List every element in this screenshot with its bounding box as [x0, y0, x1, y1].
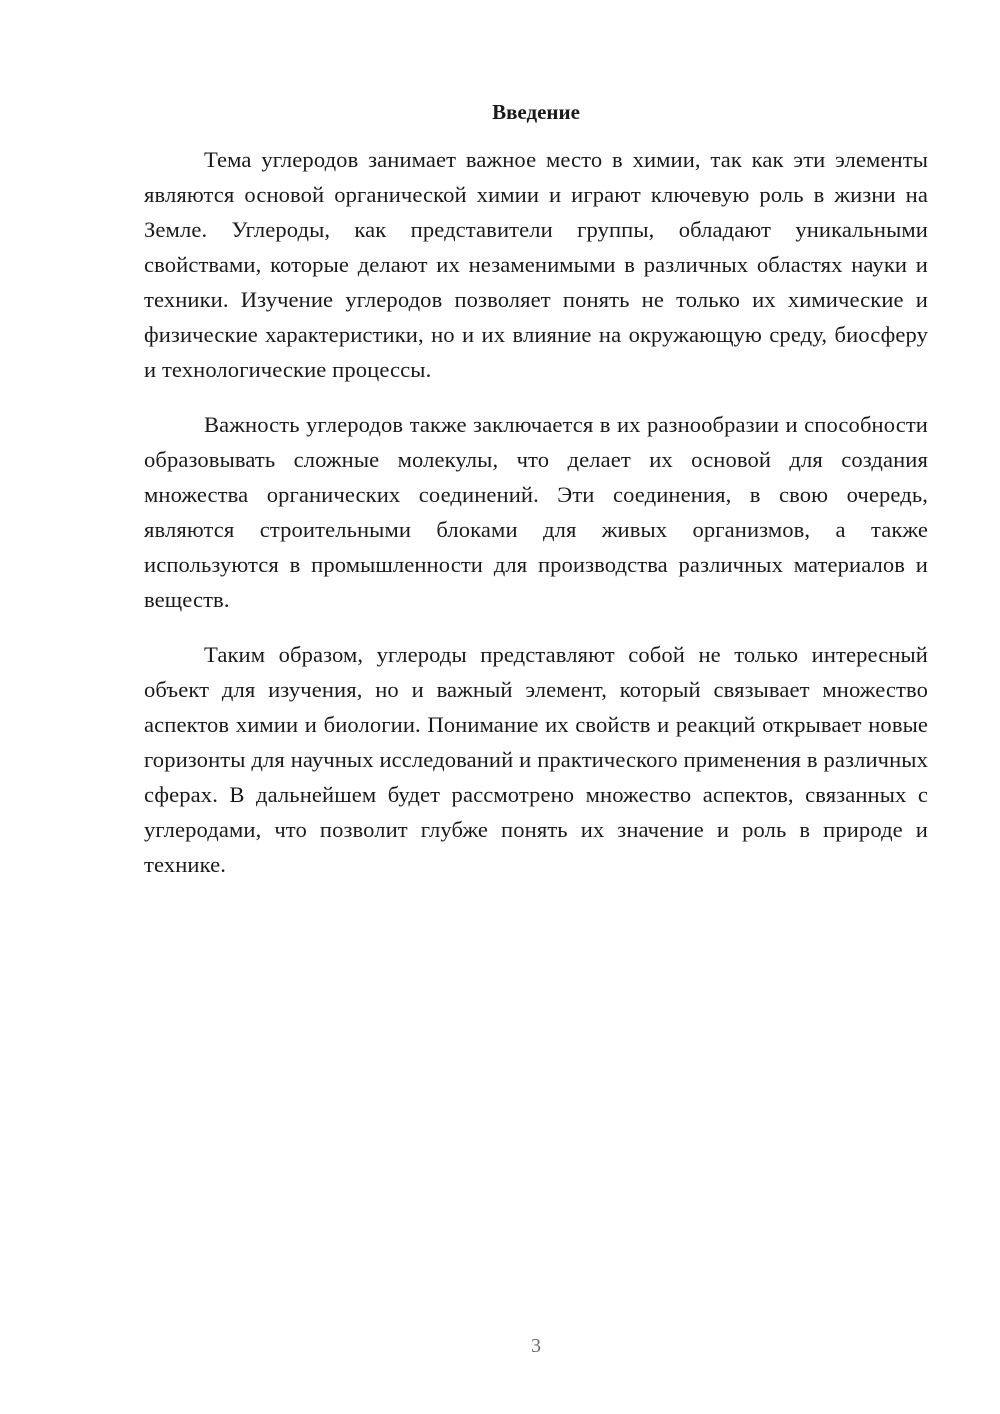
- section-heading: Введение: [492, 100, 580, 124]
- paragraph-1: Тема углеродов занимает важное место в химии, так как эти элементы являются основой органической химии и играют ключевую роль в жизни на Земле. Углероды, как представители группы, обладают уникальными свойствами, которые делают их незаменимыми в различных областях науки и техники. Изучение углеродов позволяет понять не только их химические и физические характеристики, но и их влияние на окружающую среду, биосферу и технологические процессы.: [144, 147, 928, 382]
- paragraph-3: Таким образом, углероды представляют собой не только интересный объект для изучения, но и важный элемент, который связывает множество аспектов химии и биологии. Понимание их свойств и реакций открывает новые горизонты для научных исследований и практического применения в различных сферах. В дальнейшем будет рассмотрено множество аспектов, связанных с углеродами, что позволит глубже понять их значение и роль в природе и технике.: [144, 642, 928, 877]
- page-number: 3: [531, 1335, 541, 1357]
- body-text: [144, 142, 928, 902]
- paragraph-2: Важность углеродов также заключается в их разнообразии и способности образовывать сложные молекулы, что делает их основой для создания множества органических соединений. Эти соединения, в свою очередь, являются строительными блоками для живых организмов, а также используются в промышленности для производства различных материалов и веществ.: [144, 412, 928, 612]
